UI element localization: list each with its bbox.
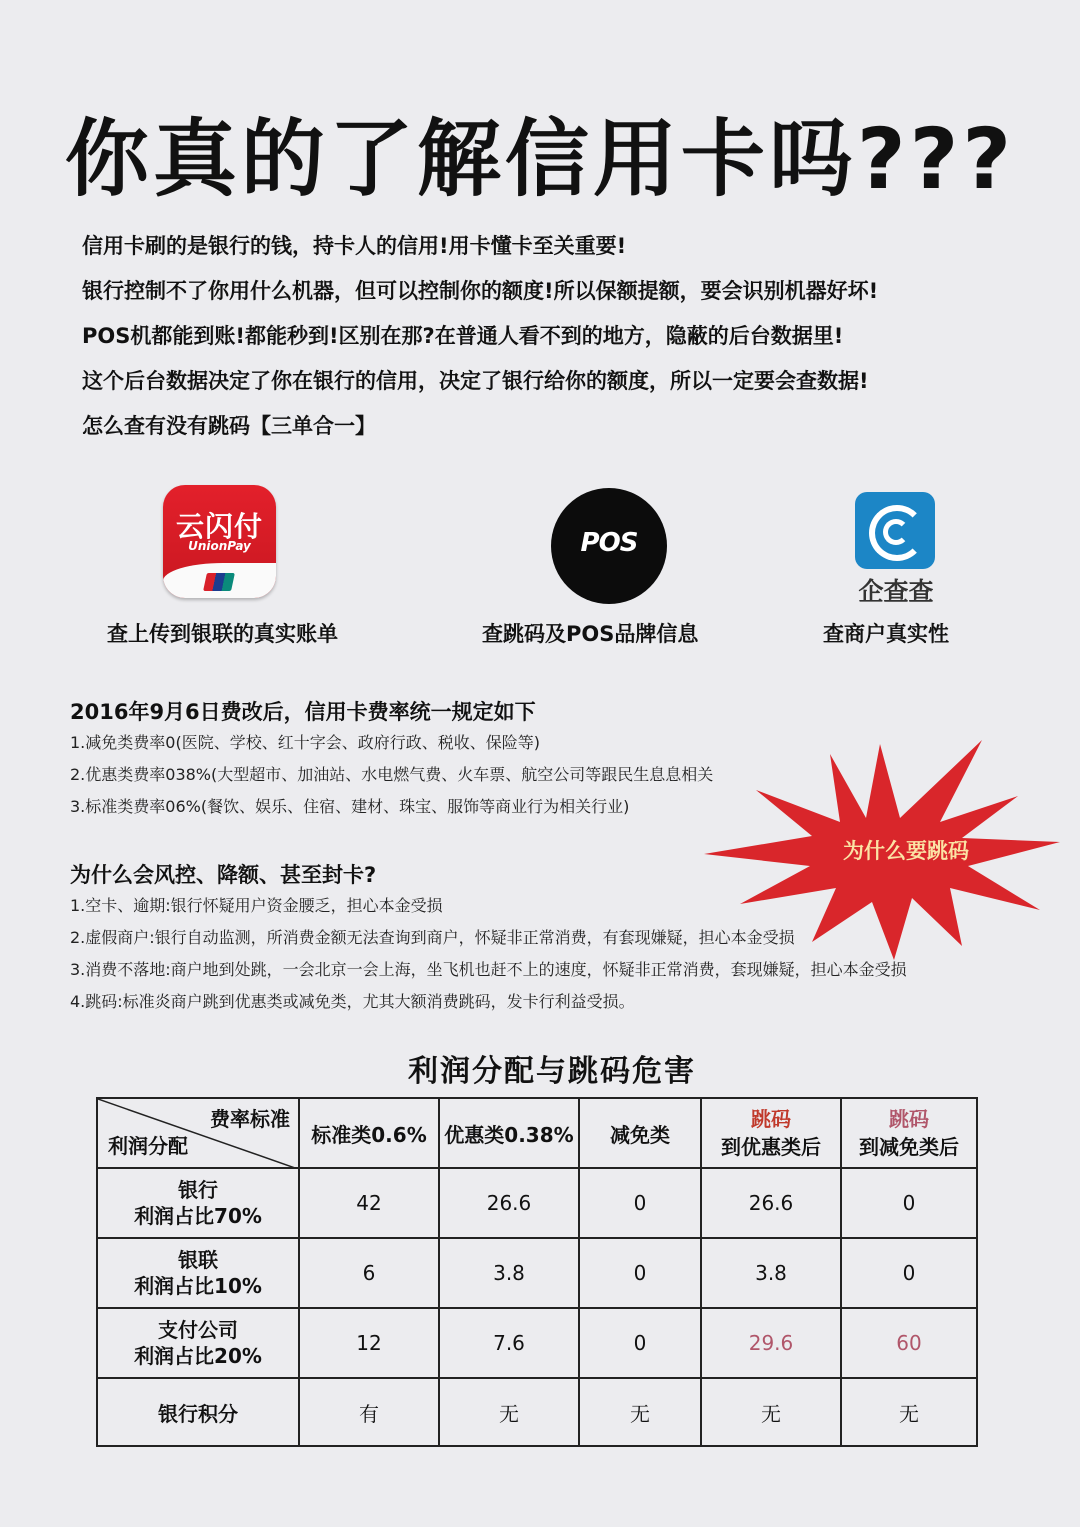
table-cell: 0 — [579, 1168, 701, 1238]
column-header-jump — [701, 1098, 841, 1168]
intro-line: 银行控制不了你用什么机器，但可以控制你的额度!所以保额提额，要会识别机器好坏! — [82, 279, 879, 303]
jump-target: 到优惠类后 — [721, 1135, 821, 1159]
app-caption-pos: 查跳码及POS品牌信息 — [482, 622, 699, 646]
page-title: 你真的了解信用卡吗??? — [64, 110, 1016, 208]
row-label — [97, 1168, 299, 1238]
unionpay-cloud-quickpass-icon — [163, 485, 276, 598]
pos-icon — [551, 488, 667, 604]
table-cell-highlight: 29.6 — [701, 1308, 841, 1378]
intro-line: 怎么查有没有跳码【三单合一】 — [82, 414, 376, 438]
fee-line: 1.减免类费率0(医院、学校、红十字会、政府行政、税收、保险等) — [70, 733, 540, 752]
corner-bottom-label: 利润分配 — [108, 1134, 188, 1158]
fee-heading: 2016年9月6日费改后，信用卡费率统一规定如下 — [70, 700, 536, 724]
table-cell: 42 — [299, 1168, 439, 1238]
row-label-main: 银行 — [178, 1178, 218, 1202]
column-header: 优惠类0.38% — [439, 1098, 579, 1168]
row-label-sub: 利润占比20% — [134, 1344, 262, 1368]
row-label-main: 银行积分 — [158, 1401, 238, 1426]
risk-line: 4.跳码:标准炎商户跳到优惠类或减免类，尤其大额消费跳码，发卡行利益受损。 — [70, 992, 635, 1011]
row-label-main: 银联 — [178, 1248, 218, 1272]
table-cell: 0 — [579, 1238, 701, 1308]
row-label-sub: 利润占比10% — [134, 1274, 262, 1298]
table-title: 利润分配与跳码危害 — [408, 1054, 696, 1089]
row-label-sub: 利润占比70% — [134, 1204, 262, 1228]
jump-label: 跳码 — [889, 1107, 929, 1131]
table-row — [97, 1378, 977, 1446]
row-label — [97, 1238, 299, 1308]
jump-target: 到减免类后 — [859, 1135, 959, 1159]
intro-line: 这个后台数据决定了你在银行的信用，决定了银行给你的额度，所以一定要会查数据! — [82, 369, 869, 393]
intro-line: 信用卡刷的是银行的钱，持卡人的信用!用卡懂卡至关重要! — [82, 234, 627, 258]
table-row — [97, 1308, 977, 1378]
table-cell: 无 — [701, 1378, 841, 1446]
qichacha-ring-inner — [883, 519, 909, 545]
corner-top-label: 费率标准 — [210, 1107, 290, 1131]
fee-line: 2.优惠类费率038%(大型超市、加油站、水电燃气费、火车票、航空公司等跟民生息息相关 — [70, 765, 714, 784]
pos-icon-text: POS — [580, 528, 638, 558]
risk-section — [70, 860, 907, 1018]
table-cell: 26.6 — [439, 1168, 579, 1238]
table-row — [97, 1238, 977, 1308]
fee-line: 3.标准类费率06%(餐饮、娱乐、住宿、建材、珠宝、服饰等商业行为相关行业) — [70, 797, 630, 816]
table-cell: 6 — [299, 1238, 439, 1308]
row-label-main: 支付公司 — [158, 1318, 238, 1342]
intro-line: POS机都能到账!都能秒到!区别在那?在普通人看不到的地方，隐蔽的后台数据里! — [82, 324, 844, 348]
unionpay-icon-subtext: UnionPay — [188, 539, 251, 553]
table-cell: 26.6 — [701, 1168, 841, 1238]
burst-label: 为什么要跳码 — [843, 839, 969, 863]
qichacha-logo-text: 企查查 — [858, 577, 934, 606]
table-cell: 7.6 — [439, 1308, 579, 1378]
table-cell: 无 — [841, 1378, 977, 1446]
intro-text — [82, 230, 878, 455]
column-header: 标准类0.6% — [299, 1098, 439, 1168]
qichacha-icon — [855, 492, 935, 569]
app-caption-unionpay: 查上传到银联的真实账单 — [107, 622, 338, 646]
table-cell: 0 — [579, 1308, 701, 1378]
column-header-jump — [841, 1098, 977, 1168]
table-row — [97, 1168, 977, 1238]
table-cell: 3.8 — [701, 1238, 841, 1308]
row-label — [97, 1308, 299, 1378]
profit-table — [96, 1097, 978, 1447]
fee-section — [70, 697, 713, 823]
table-cell-highlight: 60 — [841, 1308, 977, 1378]
corner-cell — [97, 1098, 299, 1168]
table-cell: 0 — [841, 1238, 977, 1308]
card-icon — [203, 573, 235, 591]
table-cell: 3.8 — [439, 1238, 579, 1308]
app-caption-qichacha: 查商户真实性 — [823, 622, 949, 646]
jump-label: 跳码 — [751, 1107, 791, 1131]
table-cell: 无 — [439, 1378, 579, 1446]
risk-heading: 为什么会风控、降额、甚至封卡? — [70, 863, 377, 887]
risk-line: 1.空卡、逾期:银行怀疑用户资金腰乏，担心本金受损 — [70, 896, 443, 915]
unionpay-icon-text: 云闪付 — [175, 510, 263, 543]
app-icons-row — [0, 485, 1080, 655]
row-label — [97, 1378, 299, 1446]
table-cell: 无 — [579, 1378, 701, 1446]
table-cell: 12 — [299, 1308, 439, 1378]
table-header-row — [97, 1098, 977, 1168]
table-cell: 有 — [299, 1378, 439, 1446]
table-cell: 0 — [841, 1168, 977, 1238]
risk-line: 3.消费不落地:商户地到处跳，一会北京一会上海，坐飞机也赶不上的速度，怀疑非正常消费，套现嫌疑，担心本金受损 — [70, 960, 907, 979]
column-header: 减免类 — [579, 1098, 701, 1168]
risk-line: 2.虚假商户:银行自动监测，所消费金额无法查询到商户，怀疑非正常消费，有套现嫌疑，担心本金受损 — [70, 928, 795, 947]
